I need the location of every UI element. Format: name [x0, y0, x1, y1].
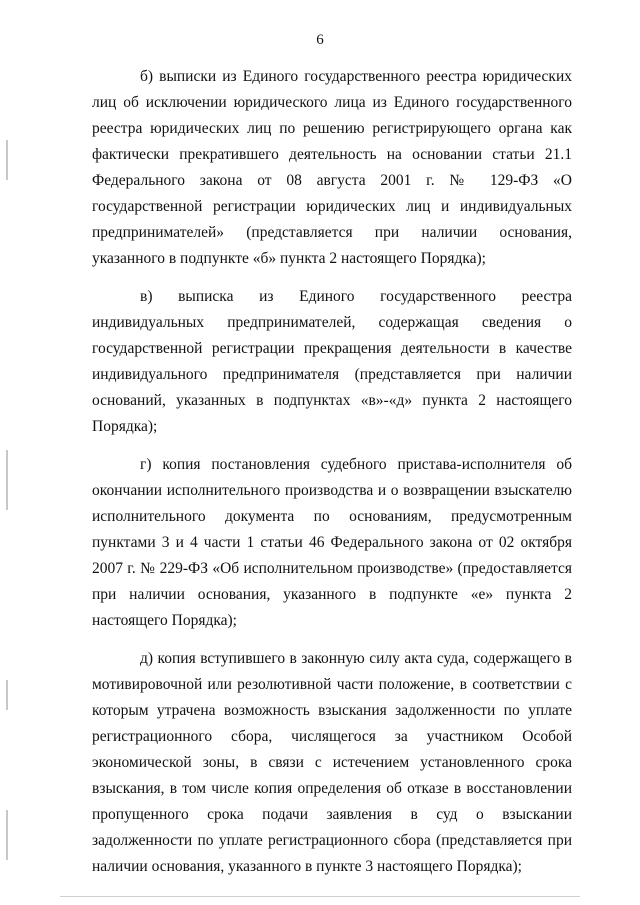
page-body [92, 64, 572, 892]
page-number: 6 [316, 32, 324, 48]
paragraph-g: г) копия постановления судебного пристава-исполнителя об окончании исполнительного производства и о возвращении взыскателю исполнительного документа по основаниям, предусмотренным пунктами 3 и 4 части 1 статьи 46 Федерального закона от 02 октября 2007 г. № 229-ФЗ «Об исполнительном производстве» (предоставляется при наличии основания, указанного в подпункте «е» пункта 2 настоящего Порядка); [92, 456, 572, 629]
paragraph-v: в) выписка из Единого государственного реестра индивидуальных предпринимателей, содержащая сведения о государственной регистрации прекращения деятельности в качестве индивидуального предпринимателя (представляется при наличии оснований, указанных в подпунктах «в»-«д» пункта 2 настоящего Порядка); [92, 288, 572, 435]
scan-bottom-edge [60, 896, 580, 897]
scan-edge-marks [2, 120, 20, 880]
paragraph-d: д) копия вступившего в законную силу акта суда, содержащего в мотивировочной или резолютивной части положение, в соответствии с которым утрачена возможность взыскания задолженности по уплате регистрационного сбора, числящегося за участником Особой экономической зоны, в связи с истечением установленного срока взыскания, в том числе копия определения об отказе в восстановлении пропущенного срока подачи заявления в суд о взыскании задолженности по уплате регистрационного сбора (представляется при наличии основания, указанного в пункте 3 настоящего Порядка); [92, 650, 572, 875]
paragraph-b: б) выписки из Единого государственного реестра юридических лиц об исключении юридического лица из Единого государственного реестра юридических лиц по решению регистрирующего органа как фактически прекратившего деятельность на основании статьи 21.1 Федерального закона от 08 августа 2001 г. № 129-ФЗ «О государственной регистрации юридических лиц и индивидуальных предпринимателей» (представляется при наличии основания, указанного в подпункте «б» пункта 2 настоящего Порядка); [92, 68, 572, 267]
